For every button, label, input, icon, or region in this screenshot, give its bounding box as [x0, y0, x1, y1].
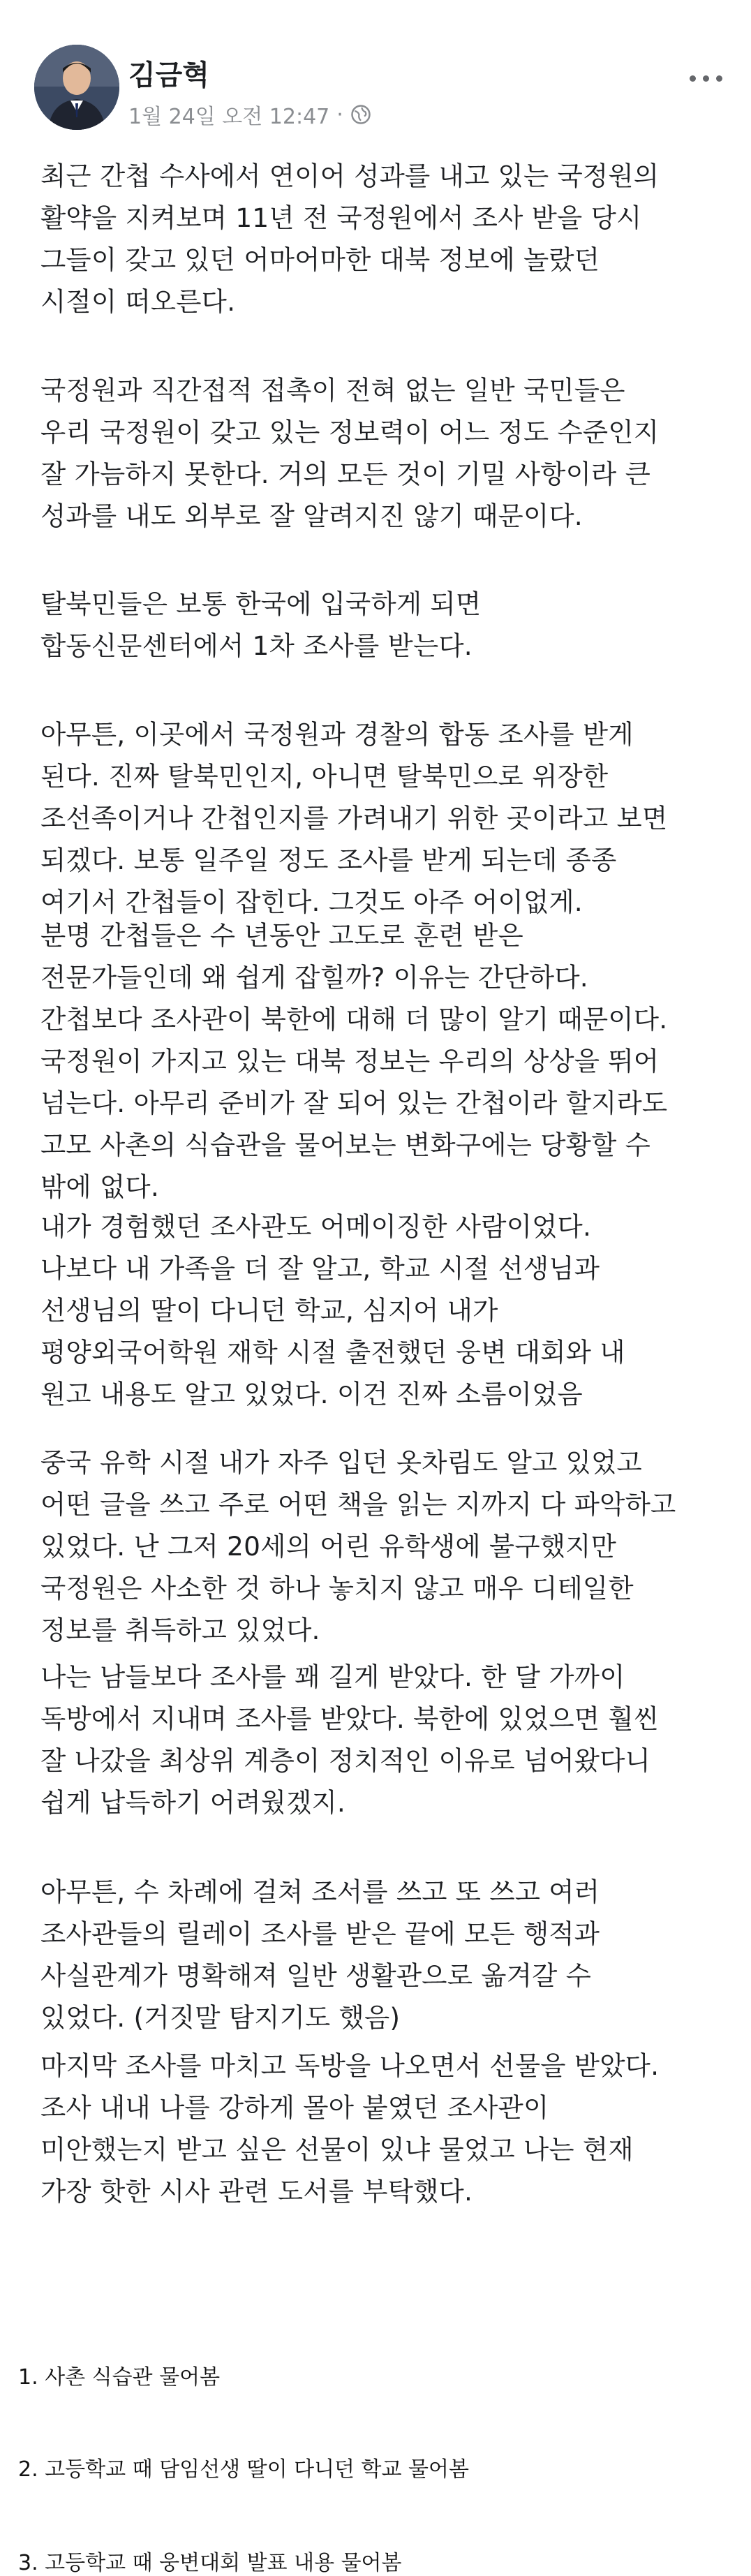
post-timestamp[interactable]: 1월 24일 오전 12:47	[128, 105, 330, 129]
summary-item: 1. 사촌 식습관 물어봄	[18, 2365, 221, 2390]
post-paragraph: 내가 경험했던 조사관도 어메이징한 사람이었다. 나보다 내 가족을 더 잘 알고, 학교 시절 선생님과 선생님의 딸이 다니던 학교, 심지어 내가 평양외국어학원 재학 시절 출전했던 웅변 대회와 내 원고 내용도 알고 있었다. 이건 진짜 소름이었음	[40, 1211, 625, 1409]
more-options-icon[interactable]	[685, 64, 727, 92]
globe-icon[interactable]	[350, 104, 371, 125]
summary-item: 3. 고등학교 때 웅변대회 발표 내용 물어봄	[18, 2551, 402, 2575]
post-paragraph: 최근 간첩 수사에서 연이어 성과를 내고 있는 국정원의 활약을 지켜보며 11년 전 국정원에서 조사 받을 당시 그들이 갖고 있던 어마어마한 대북 정보에 놀랐던 시절이 떠오른다.	[40, 161, 660, 317]
post-paragraph: 아무튼, 이곳에서 국정원과 경찰의 합동 조사를 받게 된다. 진짜 탈북민인지, 아니면 탈북민으로 위장한 조선족이거나 간첩인지를 가려내기 위한 곳이라고 보면 되겠다. 보통 일주일 정도 조사를 받게 되는데 종종 여기서 간첩들이 잡힌다. 그것도 아주 어이없게.	[40, 719, 668, 917]
author-name[interactable]: 김금혁	[128, 59, 209, 91]
meta-separator: ·	[336, 102, 343, 127]
post-paragraph: 분명 간첩들은 수 년동안 고도로 훈련 받은 전문가들인데 왜 쉽게 잡힐까? 이유는 간단하다. 간첩보다 조사관이 북한에 대해 더 많이 알기 때문이다. 국정원이 가지고 있는 대북 정보는 우리의 상상을 뛰어 넘는다. 아무리 준비가 잘 되어 있는 간첩이라 할지라도 고모 사촌의 식습관을 물어보는 변화구에는 당황할 수 밖에 없다.	[40, 920, 668, 1202]
avatar[interactable]	[34, 45, 119, 130]
post-paragraph: 아무튼, 수 차례에 걸쳐 조서를 쓰고 또 쓰고 여러 조사관들의 릴레이 조사를 받은 끝에 모든 행적과 사실관계가 명확해져 일반 생활관으로 옮겨갈 수 있었다. (거짓말 탐지기도 했음)	[40, 1877, 600, 2033]
post-paragraph: 마지막 조사를 마치고 독방을 나오면서 선물을 받았다. 조사 내내 나를 강하게 몰아 붙였던 조사관이 미안했는지 받고 싶은 선물이 있냐 물었고 나는 현재 가장 핫한 시사 관련 도서를 부탁했다.	[40, 2050, 660, 2207]
post-meta	[128, 99, 371, 130]
post-paragraph: 탈북민들은 보통 한국에 입국하게 되면 합동신문센터에서 1차 조사를 받는다.	[40, 589, 482, 661]
post-paragraph: 국정원과 직간접적 접촉이 전혀 없는 일반 국민들은 우리 국정원이 갖고 있는 정보력이 어느 정도 수준인지 잘 가늠하지 못한다. 거의 모든 것이 기밀 사항이라 큰 성과를 내도 외부로 잘 알려지진 않기 때문이다.	[40, 375, 660, 531]
avatar-photo	[34, 45, 119, 130]
post-paragraph: 나는 남들보다 조사를 꽤 길게 받았다. 한 달 가까이 독방에서 지내며 조사를 받았다. 북한에 있었으면 훨씬 잘 나갔을 최상위 계층이 정치적인 이유로 넘어왔다니 쉽게 납득하기 어려웠겠지.	[40, 1661, 660, 1818]
post-header	[34, 45, 732, 142]
post-paragraph: 중국 유학 시절 내가 자주 입던 옷차림도 알고 있었고 어떤 글을 쓰고 주로 어떤 책을 읽는 지까지 다 파악하고 있었다. 난 그저 20세의 어린 유학생에 불구했지만 국정원은 사소한 것 하나 놓치지 않고 매우 디테일한 정보를 취득하고 있었다.	[40, 1447, 676, 1645]
summary-item: 2. 고등학교 때 담임선생 딸이 다니던 학교 물어봄	[18, 2457, 469, 2482]
